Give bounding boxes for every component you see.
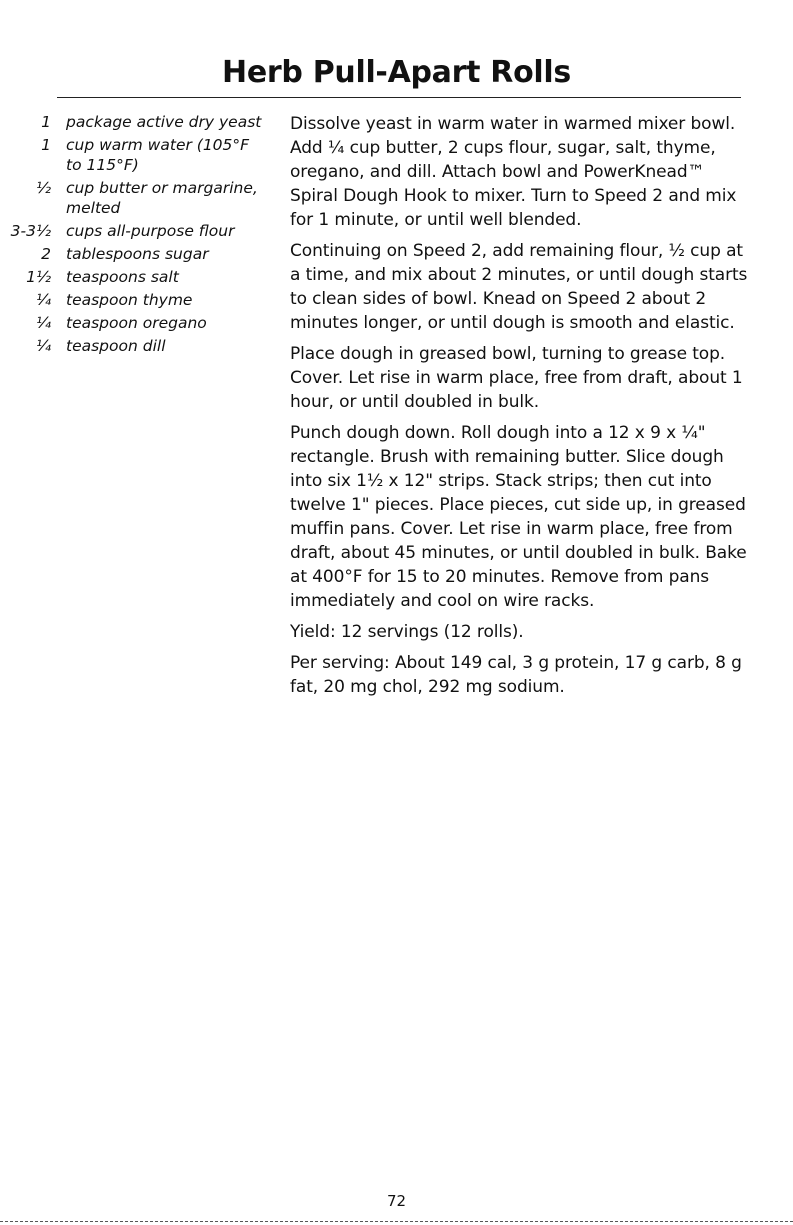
direction-paragraph: Continuing on Speed 2, add remaining flour, ½ cup at a time, and mix about 2 minutes, or until dough starts to clean sides of bowl. Knead on Speed 2 about 2 minutes longer, or until dough is smooth and elastic. xyxy=(290,241,748,333)
ingredient-name: teaspoon thyme xyxy=(66,291,193,309)
ingredient-quantity: ¼ xyxy=(35,337,51,355)
ingredient-quantity: 1 xyxy=(41,113,51,131)
page-bottom-edge xyxy=(0,1221,793,1222)
ingredient-quantity: 3-3½ xyxy=(10,222,51,240)
ingredient-list xyxy=(0,112,270,359)
ingredient-item xyxy=(0,313,270,333)
ingredient-name: cup warm water (105°F to 115°F) xyxy=(66,136,250,174)
page-number: 72 xyxy=(386,1192,407,1210)
ingredient-item xyxy=(0,221,270,241)
ingredient-name: teaspoon dill xyxy=(66,337,166,355)
ingredient-name: tablespoons sugar xyxy=(66,245,209,263)
ingredient-name: cups all-purpose flour xyxy=(66,222,235,240)
ingredient-item xyxy=(0,336,270,356)
ingredient-quantity: ¼ xyxy=(35,314,51,332)
direction-paragraph: Punch dough down. Roll dough into a 12 x 9 x ¼" rectangle. Brush with remaining butter. Slice dough into six 1½ x 12" strips. Stack strips; then cut into twelve 1" pieces. Place pieces, cut side up, in greased muffin pans. Cover. Let rise in warm place, free from draft, about 45 minutes, or until doubled in bulk. Bake at 400°F for 15 to 20 minutes. Remove from pans immediately and cool on wire racks. xyxy=(290,423,747,611)
ingredient-item xyxy=(0,244,270,264)
ingredient-item xyxy=(0,267,270,287)
ingredient-name: teaspoon oregano xyxy=(66,314,207,332)
ingredient-name: cup butter or margarine, melted xyxy=(66,179,258,217)
ingredient-name: teaspoons salt xyxy=(66,268,179,286)
directions xyxy=(290,112,750,706)
direction-paragraph: Place dough in greased bowl, turning to grease top. Cover. Let rise in warm place, free from draft, about 1 hour, or until doubled in bulk. xyxy=(290,344,743,412)
ingredient-item xyxy=(0,135,270,175)
yield-text: Yield: 12 servings (12 rolls). xyxy=(290,622,524,642)
ingredient-quantity: ½ xyxy=(35,179,51,197)
ingredient-quantity: ¼ xyxy=(35,291,51,309)
page-title: Herb Pull-Apart Rolls xyxy=(222,55,571,90)
ingredient-item xyxy=(0,112,270,132)
ingredient-name: package active dry yeast xyxy=(66,113,262,131)
nutrition-text: Per serving: About 149 cal, 3 g protein, 17 g carb, 8 g fat, 20 mg chol, 292 mg sodium. xyxy=(290,653,742,697)
ingredient-item xyxy=(0,178,270,218)
ingredient-quantity: 1 xyxy=(41,136,51,154)
ingredient-quantity: 2 xyxy=(41,245,51,263)
direction-paragraph: Dissolve yeast in warm water in warmed mixer bowl. Add ¼ cup butter, 2 cups flour, sugar, salt, thyme, oregano, and dill. Attach bowl and PowerKnead™ Spiral Dough Hook to mixer. Turn to Speed 2 and mix for 1 minute, or until well blended. xyxy=(290,114,737,230)
ingredient-quantity: 1½ xyxy=(26,268,51,286)
ingredient-item xyxy=(0,290,270,310)
title-rule xyxy=(57,97,741,98)
